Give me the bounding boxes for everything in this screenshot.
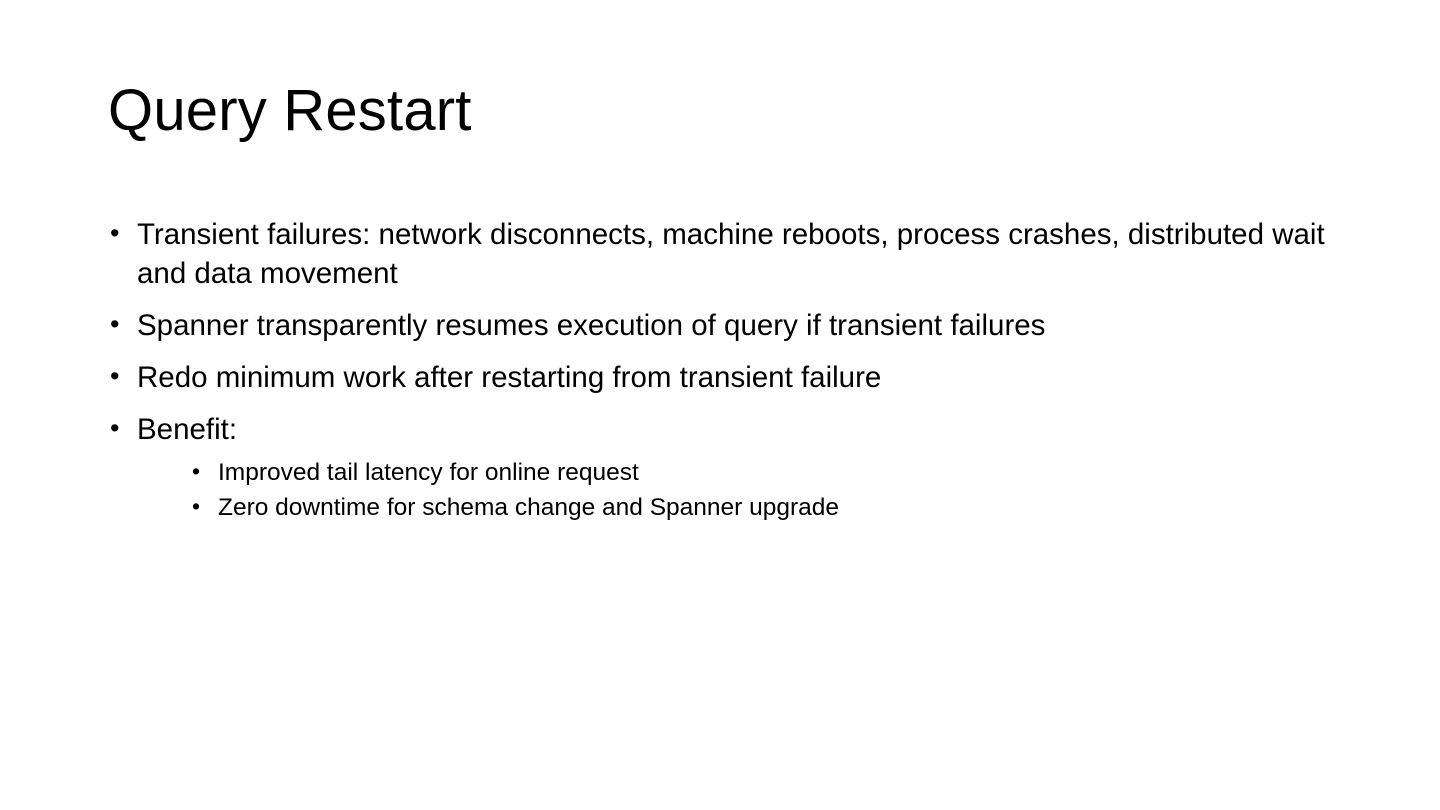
bullet-text: • Benefit: (137, 412, 238, 446)
list-item (108, 359, 1348, 398)
list-item (190, 456, 1348, 490)
sub-bullet-text: Zero downtime for schema change and Spanner upgrade (218, 494, 840, 522)
list-item (190, 491, 1348, 525)
page-title: Query Restart (108, 78, 472, 143)
sub-bullet-text: Improved tail latency for online request (218, 458, 639, 486)
bullet-list-level-2 (137, 456, 1348, 526)
list-item (108, 411, 1348, 526)
list-item (108, 216, 1348, 294)
bullet-text: • Spanner transparently resumes execution of query if transient failures (137, 308, 1046, 342)
slide-body (108, 216, 1348, 538)
list-item (108, 307, 1348, 346)
bullet-text: • Transient failures: network disconnects, machine reboots, process crashes, distributed wait and data movement (137, 218, 1325, 290)
bullet-list-level-1 (108, 216, 1348, 525)
bullet-text: • Redo minimum work after restarting from transient failure (137, 360, 882, 394)
